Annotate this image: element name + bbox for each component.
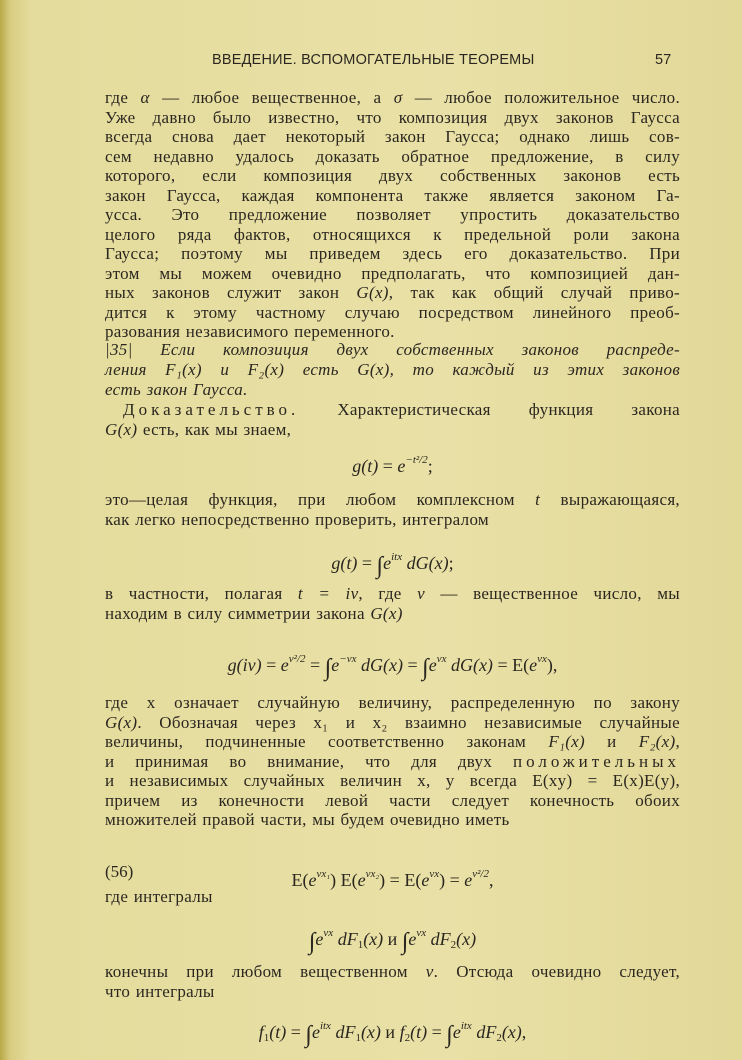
integral-sign: ∫ <box>305 1022 312 1048</box>
text-line <box>105 283 680 303</box>
text-run: = <box>305 655 325 675</box>
integral-sign: ∫ <box>446 1022 453 1048</box>
text-run: ления F₁(x) и F₂(x) есть G(x), то каждый из этих законов <box>105 360 680 379</box>
text-line <box>105 127 680 147</box>
superscript: vx₁ <box>316 868 331 880</box>
text-run: закон Гаусса, каждая компонента также является законом Га- <box>105 185 680 205</box>
text-line <box>105 225 680 245</box>
text-line <box>105 205 680 225</box>
text-run: , <box>675 732 680 751</box>
text-line <box>105 887 680 907</box>
text-line <box>105 490 680 510</box>
integral-sign: ∫ <box>422 655 429 681</box>
page-number: 57 <box>655 52 672 68</box>
integral-sign: ∫ <box>376 553 384 579</box>
math-italic: (x) <box>363 929 384 949</box>
text-line <box>105 604 680 624</box>
math-italic: G(x) <box>105 712 138 732</box>
text-run: ных законов служит закон <box>105 283 357 302</box>
math-italic: e <box>428 655 437 675</box>
math-italic: g(t) <box>331 553 358 573</box>
text-run: = <box>402 655 423 675</box>
text-run: разования независимого переменного. <box>105 322 395 341</box>
text-run: которого, если композиция двух собственных законов есть <box>105 166 680 185</box>
text-run: конечны при любом вещественном <box>105 962 426 981</box>
text-run: дится к этому частному случаю посредством линейного преоб- <box>105 302 680 322</box>
text-line <box>105 340 680 360</box>
text-line <box>105 380 680 400</box>
superscript: vx <box>429 868 440 880</box>
math-italic: dF <box>333 929 358 949</box>
text-line <box>105 108 680 128</box>
integral-sign: ∫ <box>308 929 316 955</box>
text-line <box>105 147 680 167</box>
text-line <box>105 732 680 752</box>
text-run: ) = E( <box>379 870 422 890</box>
spaced-emphasis: Доказательство. <box>123 400 300 419</box>
math-italic: dF <box>426 929 451 949</box>
integral-sign: ∫ <box>324 655 332 681</box>
text-run: = <box>286 1022 306 1042</box>
text-line <box>105 360 680 380</box>
text-run: |35| Если композиция двух собственных законов распреде- <box>105 340 680 359</box>
text-run: что интегралы <box>105 982 215 1001</box>
text-line <box>105 510 680 530</box>
math-italic: σ <box>393 88 403 107</box>
text-run: . Обозначая через x₁ и x₂ взаимно независимые случайные <box>137 712 680 732</box>
text-line <box>105 713 680 733</box>
math-italic: t = iv <box>297 584 359 603</box>
text-line <box>105 584 680 604</box>
text-run: и <box>584 732 639 751</box>
text-run: целого ряда фактов, относящихся к предельной роли закона <box>105 224 680 244</box>
text-run: усса. Это предложение позволяет упростить доказательство <box>105 205 680 224</box>
text-run: ), <box>546 655 558 675</box>
text-line <box>105 420 680 440</box>
text-run: — любое положительное число. <box>402 88 680 107</box>
math-italic: e <box>397 456 406 476</box>
formula <box>105 921 680 957</box>
math-italic: G(x) <box>370 604 403 623</box>
math-italic: G(x) <box>356 283 389 302</box>
superscript: itx <box>391 551 403 563</box>
text-run: выражающаяся, <box>540 490 680 509</box>
superscript: −vx <box>339 653 357 665</box>
text-run: причем из конечности левой части следует конечность обоих <box>105 790 680 810</box>
text-line <box>105 88 680 108</box>
math-italic: e <box>383 553 392 573</box>
text-run: = E( <box>492 655 530 675</box>
text-run: всегда снова дает некоторый закон Гаусса; однако лишь сов- <box>105 127 680 146</box>
math-italic: f <box>399 1022 405 1042</box>
math-italic: dG(x) <box>446 655 493 675</box>
text-run: в частности, полагая <box>105 584 298 603</box>
text-run: и <box>380 1022 400 1042</box>
math-italic: α <box>140 88 150 107</box>
text-run: находим в силу симметрии закона <box>105 604 371 623</box>
text-line <box>105 982 680 1002</box>
math-italic: dG(x) <box>356 655 403 675</box>
math-italic: (x) <box>501 1022 522 1042</box>
subscript: 2 <box>404 1032 411 1044</box>
math-italic: e <box>308 870 317 890</box>
text-line <box>105 264 680 284</box>
text-line <box>105 693 680 713</box>
math-italic: v <box>425 962 434 981</box>
superscript: itx <box>319 1020 331 1032</box>
text-run: величины, подчиненные соответственно законам <box>105 732 549 751</box>
text-run: где интегралы <box>105 887 213 906</box>
math-italic: (x) <box>360 1022 381 1042</box>
subscript: 2 <box>450 939 457 951</box>
text-run: Уже давно было известно, что композиция двух законов Гаусса <box>105 107 680 127</box>
text-line <box>105 771 680 791</box>
math-italic: e <box>280 655 289 675</box>
text-line <box>105 244 680 264</box>
text-run: где x означает случайную величину, распределенную по закону <box>105 693 680 712</box>
superscript: vx <box>537 653 547 665</box>
text-run: и независимых случайных величин x, y всегда E(xy) = E(x)E(y), <box>105 771 680 790</box>
text-run: и <box>383 929 402 949</box>
text-run: ; <box>448 553 454 573</box>
superscript: itx <box>460 1020 472 1032</box>
math-italic: f <box>258 1022 264 1042</box>
subscript: 2 <box>496 1032 502 1044</box>
superscript: vx <box>416 927 427 939</box>
math-italic: e <box>452 1022 461 1042</box>
text-line <box>105 791 680 811</box>
math-italic: t <box>535 490 541 509</box>
text-run: где <box>105 88 141 107</box>
formula <box>105 1014 680 1050</box>
text-run: = <box>261 655 281 675</box>
text-run: это—целая функция, при любом комплексном <box>105 490 536 509</box>
math-italic: v <box>417 584 425 603</box>
text-run: есть закон Гаусса. <box>105 380 248 399</box>
superscript: vx <box>323 927 334 939</box>
math-italic: e <box>357 870 366 890</box>
text-run: Гаусса; поэтому мы приведем здесь его доказательство. При <box>105 244 680 263</box>
math-italic: e <box>311 1022 320 1042</box>
text-run: — любое вещественное, а <box>149 88 394 107</box>
superscript: vx <box>436 653 447 665</box>
math-italic: g(iv) <box>227 655 262 675</box>
text-run: и принимая во внимание, что для двух <box>105 751 513 771</box>
formula <box>105 647 680 680</box>
text-line <box>105 303 680 323</box>
math-italic: g(t) <box>352 456 379 476</box>
math-italic: e <box>408 929 417 949</box>
math-italic: dF <box>330 1022 356 1042</box>
subscript: 1 <box>263 1032 270 1044</box>
text-line <box>105 810 680 830</box>
text-run: ; <box>427 456 433 476</box>
running-header: ВВЕДЕНИЕ. ВСПОМОГАТЕЛЬНЫЕ ТЕОРЕМЫ <box>212 52 535 68</box>
text-run: Характеристическая функция закона <box>299 400 680 419</box>
text-run: = <box>357 553 377 573</box>
math-italic: e <box>529 655 538 675</box>
text-line <box>105 322 680 342</box>
math-italic: (t) <box>269 1022 287 1042</box>
text-line <box>105 752 680 772</box>
superscript: −t²/2 <box>405 454 428 466</box>
text-line <box>123 400 680 420</box>
text-line <box>105 186 680 206</box>
text-run: как легко непосредственно проверить, интегралом <box>105 510 489 529</box>
math-italic: G(x) <box>105 420 138 439</box>
math-italic: e <box>421 870 430 890</box>
text-run: , <box>488 870 494 890</box>
text-run: = <box>427 1022 447 1042</box>
text-run: , <box>521 1022 527 1042</box>
math-italic: e <box>315 929 324 949</box>
text-run: E( <box>291 870 309 890</box>
text-run: ) = <box>439 870 465 890</box>
math-italic: e <box>464 870 473 890</box>
superscript: vx₂ <box>365 868 380 880</box>
subscript: 1 <box>357 939 364 951</box>
math-italic: F₁(x) <box>548 732 585 751</box>
text-run: . Отсюда очевидно следует, <box>433 962 680 981</box>
spaced-emphasis: положительных <box>512 751 680 771</box>
text-line <box>105 166 680 186</box>
formula <box>105 448 680 478</box>
text-run: , так как общий случай приво- <box>388 283 680 302</box>
text-run: = <box>378 456 398 476</box>
superscript: v²/2 <box>472 868 489 880</box>
math-italic: (x) <box>456 929 477 949</box>
formula <box>105 545 680 578</box>
text-run: , где <box>358 584 418 603</box>
superscript: v²/2 <box>288 653 306 665</box>
subscript: 1 <box>355 1032 361 1044</box>
text-run: сем недавно удалось доказать обратное предложение, в силу <box>105 146 680 166</box>
text-run: — вещественное число, мы <box>424 584 680 603</box>
math-italic: e <box>331 655 340 675</box>
math-italic: (t) <box>410 1022 428 1042</box>
math-italic: dF <box>471 1022 497 1042</box>
text-run: ) E( <box>330 870 358 890</box>
integral-sign: ∫ <box>401 929 409 955</box>
equation-number: (56) <box>105 862 134 881</box>
text-line <box>105 962 680 982</box>
math-italic: dG(x) <box>402 553 449 573</box>
math-italic: F₂(x) <box>638 732 676 751</box>
text-run: этом мы можем очевидно предполагать, что композицией дан- <box>105 263 680 283</box>
text-run: есть, как мы знаем, <box>137 420 292 439</box>
text-run: множителей правой части, мы будем очевидно иметь <box>105 810 510 829</box>
